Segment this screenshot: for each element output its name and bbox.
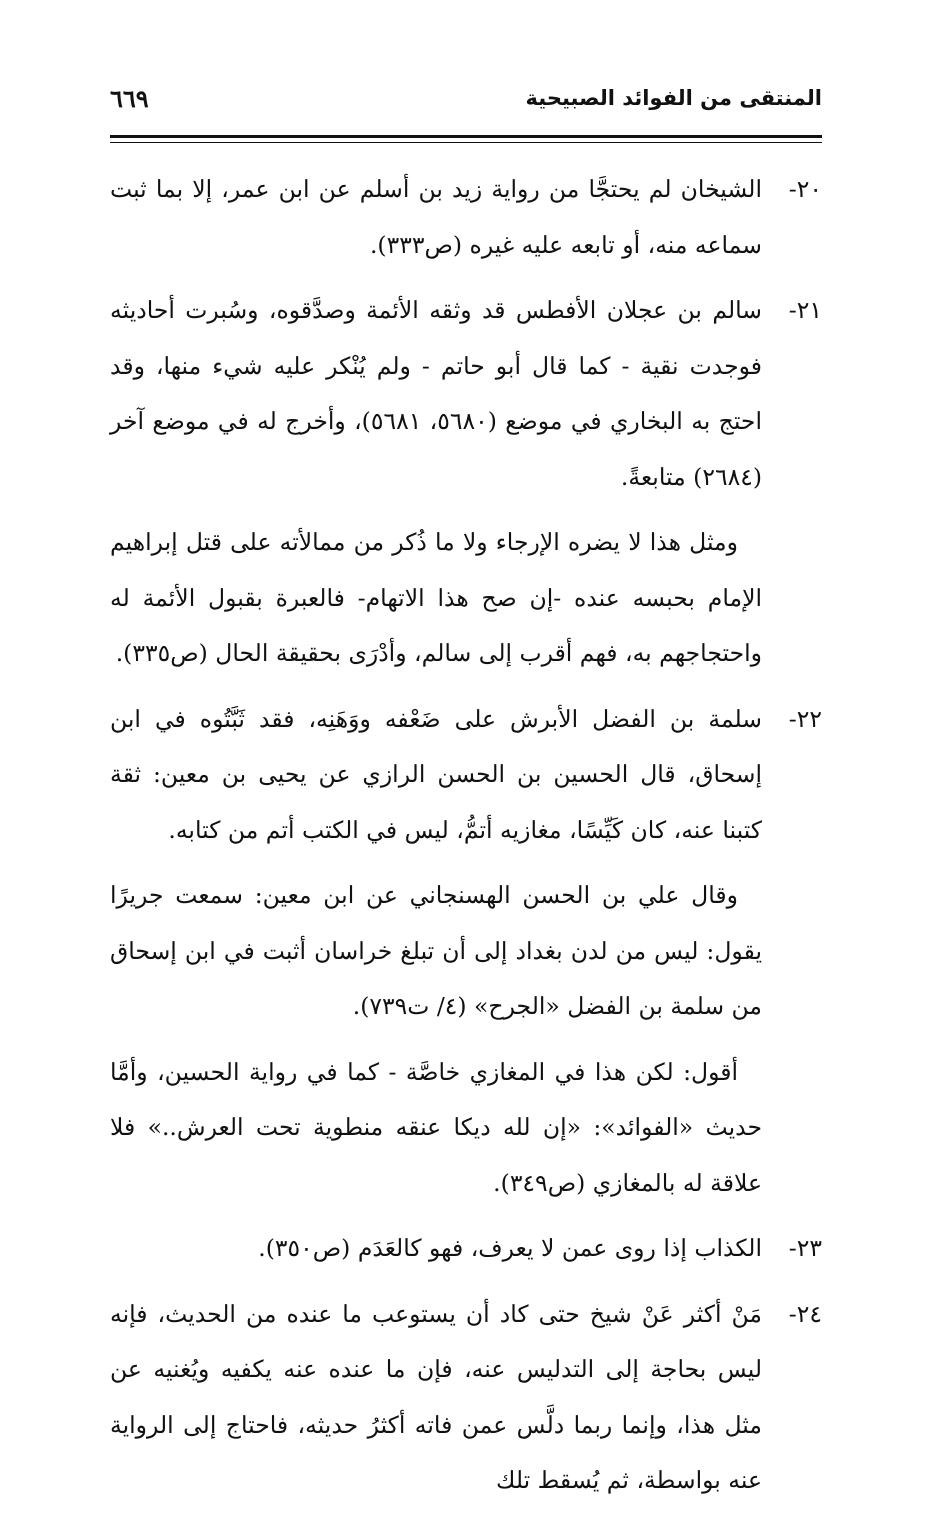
header-rule-thin <box>110 142 822 143</box>
numbered-item <box>110 162 822 273</box>
main-text <box>110 162 822 1519</box>
continuation-paragraph: أقول: لكن هذا في المغازي خاصَّة - كما في رواية الحسين، وأمَّا حديث «الفوائد»: «إن لله ديكا عنقه منطوية تحت العرش..» فلا علاقة له بالمغازي (ص٣٤٩). <box>110 1057 762 1197</box>
numbered-item <box>110 1221 822 1277</box>
item-text: سالم بن عجلان الأفطس قد وثقه الأئمة وصدَّقوه، وسُبرت أحاديثه فوجدت نقية - كما قال أبو حاتم - ولم يُنْكر عليه شيء منها، وقد احتج به البخاري في موضع (٥٦٨٠، ٥٦٨١)، وأخرج له في موضع آخر (٢٦٨٤) متابعةً. <box>110 296 762 491</box>
continuation-paragraph: وقال علي بن الحسن الهسنجاني عن ابن معين: سمعت جريرًا يقول: ليس من لدن بغداد إلى أن تبلغ خراسان أثبت في ابن إسحاق من سلمة بن الفضل «الجرح» (٤/ ت٧٣٩). <box>110 881 762 1020</box>
numbered-item <box>110 283 822 505</box>
item-number: ٢٣- <box>788 1234 822 1262</box>
page-header <box>110 86 822 126</box>
item-number: ٢٢- <box>788 704 822 733</box>
numbered-item <box>110 1287 822 1509</box>
item-text: الكذاب إذا روى عمن لا يعرف، فهو كالعَدَم (ص٣٥٠). <box>258 1234 762 1262</box>
item-number: ٢٠- <box>788 175 822 203</box>
header-rule-thick <box>110 135 822 138</box>
page-number: ٦٦٩ <box>110 84 149 113</box>
continuation-paragraph: ومثل هذا لا يضره الإرجاء ولا ما ذُكر من ممالأته على قتل إبراهيم الإمام بحبسه عنده -إن صح هذا الاتهام- فالعبرة بقبول الأئمة له واحتجاجهم به، فهم أقرب إلى سالم، وأدْرَى بحقيقة الحال (ص٣٣٥). <box>110 528 762 667</box>
item-text: الشيخان لم يحتجَّا من رواية زيد بن أسلم عن ابن عمر، إلا بما ثبت سماعه منه، أو تابعه عليه غيره (ص٣٣٣). <box>110 175 762 259</box>
item-number: ٢١- <box>788 296 822 324</box>
item-number: ٢٤- <box>788 1299 822 1328</box>
item-text: مَنْ أكثر عَنْ شيخ حتى كاد أن يستوعب ما عنده من الحديث، فإنه ليس بحاجة إلى التدليس عنه، فإن ما عنده عنه يكفيه ويُغنيه عن مثل هذا، وإنما ربما دلَّس عمن فاته أكثرُ حديثه، فاحتاج إلى الرواية عنه بواسطة، ثم يُسقط تلك <box>110 1299 762 1494</box>
numbered-item <box>110 692 822 859</box>
item-text: سلمة بن الفضل الأبرش على ضَعْفه ووَهَنِه، فقد ثَبَّتُوه في ابن إسحاق، قال الحسين بن الحسن الرازي عن يحيى بن معين: ثقة كتبنا عنه، كان كَيِّسًا، مغازيه أتمُّ، ليس في الكتب أتم من كتابه. <box>110 704 762 844</box>
running-title: المنتقى من الفوائد الصبيحية <box>525 86 822 110</box>
